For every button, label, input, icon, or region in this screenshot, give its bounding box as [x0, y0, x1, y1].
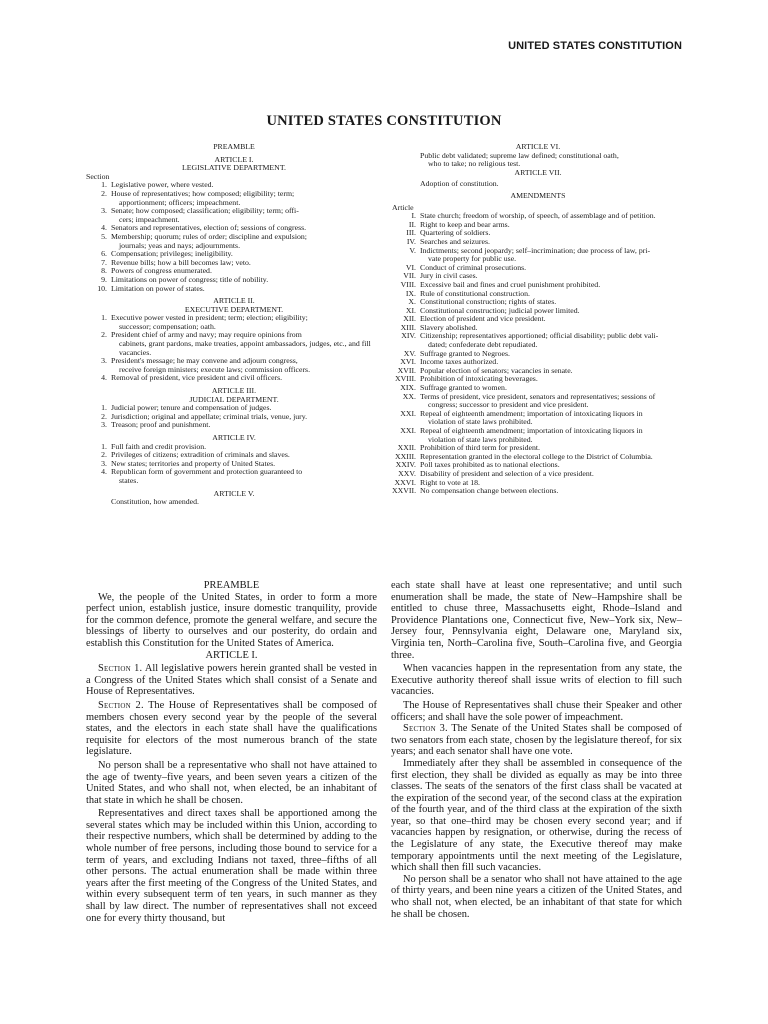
- toc-entry-text-block: [107, 207, 382, 224]
- toc-entry-text-block: [416, 487, 684, 496]
- toc-entry-text: Citizenship; representatives apportioned; official disability; public debt vali-: [420, 331, 659, 341]
- toc-entry-continuation: cers; impeachment.: [119, 214, 180, 224]
- toc-article2-heading: ARTICLE II.: [213, 296, 255, 306]
- toc-entry-text: Treason; proof and punishment.: [111, 420, 211, 430]
- toc-entry-text: Prohibition of third term for president.: [420, 443, 540, 453]
- toc-entry-text: Limitations on power of congress; title of nobility.: [111, 274, 269, 284]
- senate-classes-paragraph: Immediately after they shall be assembled in consequence of the first election, they shall be divided as equally as may be into three classes. The seats of the senators of the first class shall be vacated at the expiration of the second year, of the second class at the expiration of the fourth year, and of the third class at the expiration of the sixth year, so that one–third may be chosen every second year; and if vacancies happen by resignation, or otherwise, during the recess of the Legislature of any state, the Executive thereof may make temporary appointments until the next meeting of the Legislature, which shall then fill such vacancies.: [391, 757, 682, 874]
- apportionment-continued-paragraph: each state shall have at least one representative; and until such enumeration shall be made, the state of New–Hampshire shall be entitled to chuse three, Massachusetts eight, Rhode–Island and Providence Plantations one, Connecticut five, New–York six, New–Jersey four, Pennsylvania eight, Delaware one, Maryland six, Virginia ten, North–Carolina five, South–Carolina five, and Georgia three.: [391, 580, 682, 661]
- toc-entry-number: 3.: [101, 206, 107, 216]
- toc-entry-continuation: successor; compensation; oath.: [119, 321, 216, 331]
- toc-entry-text-block: [416, 393, 684, 410]
- toc-entry-text: Slavery abolished.: [420, 322, 478, 332]
- toc-entry-number: XXII.: [397, 443, 416, 453]
- toc-article1-subheading: LEGISLATIVE DEPARTMENT.: [182, 163, 286, 173]
- toc-entry-continuation: journals; yeas and nays; adjournments.: [119, 240, 241, 250]
- section2-text: The House of Representatives shall be composed of members chosen every second year by the people of the several states, and the electors in each state shall have the qualifications requisite for electors of the most numerous branch of the state legislature.: [86, 699, 377, 758]
- apportionment-paragraph: Representatives and direct taxes shall be apportioned among the several states which may be included within this Union, according to their respective numbers, which shall be determined by adding to the whole number of free persons, including those bound to service for a term of years, and excluding Indians not taxed, three–fifths of all other persons. The actual enumeration shall be made within three years after the first meeting of the Congress of the United States, and within every subsequent term of ten years, in such manner as they shall by law direct. The number of representatives shall not exceed one for every thirty thousand, but: [86, 808, 377, 924]
- toc-entry-text: No compensation change between elections.: [420, 486, 559, 496]
- toc-entry: [86, 374, 382, 383]
- toc-entry-number: XI.: [405, 305, 416, 315]
- toc-entry-text-block: [107, 331, 382, 357]
- toc-article1-heading: ARTICLE I.: [214, 154, 254, 164]
- toc-entry-text-block: [416, 247, 684, 264]
- toc-article4-list: [86, 443, 382, 486]
- toc-entry: [86, 357, 382, 374]
- section2-label: Section 2.: [98, 699, 144, 711]
- toc-entry-text: Indictments; second jeopardy; self–incrimination; due process of law, pri-: [420, 245, 651, 255]
- toc-entry-number: 6.: [101, 249, 107, 259]
- toc-entry: [86, 331, 382, 357]
- toc-entry-text-block: [416, 427, 684, 444]
- toc-entry-text: Privileges of citizens; extradition of criminals and slaves.: [111, 450, 290, 460]
- toc-section-label: Section: [86, 171, 110, 181]
- toc-entry-number: 10.: [97, 283, 107, 293]
- toc-entry-continuation: receive foreign ministers; execute laws; commission officers.: [119, 364, 311, 374]
- toc-amendments-list: [392, 212, 684, 496]
- toc-article7-heading: ARTICLE VII.: [514, 167, 562, 177]
- toc-entry: [86, 190, 382, 207]
- section1-label: Section 1.: [98, 663, 143, 675]
- toc-entry: [392, 332, 684, 349]
- toc-entry-number: XX.: [402, 391, 416, 401]
- toc-entry-number: XIII.: [400, 322, 416, 332]
- toc-entry: [392, 393, 684, 410]
- toc-entry-text: Jurisdiction; original and appellate; criminal trials, venue, jury.: [111, 411, 308, 421]
- section3-label: Section 3.: [403, 723, 448, 735]
- toc-entry-text-block: [107, 190, 382, 207]
- toc-entry-text: New states; territories and property of United States.: [111, 458, 276, 468]
- toc-article3-heading: ARTICLE III.: [211, 386, 257, 396]
- toc-article-label: Article: [392, 202, 414, 212]
- toc-entry-text: Compensation; privileges; ineligibility.: [111, 249, 233, 259]
- toc-entry-number: 3.: [101, 458, 107, 468]
- toc-entry-text: Republican form of government and protection guaranteed to: [111, 467, 303, 477]
- toc-entry-text: Prohibition of intoxicating beverages.: [420, 374, 538, 384]
- toc-entry-number: XXIV.: [395, 460, 416, 470]
- toc-entry-number: X.: [408, 297, 416, 307]
- toc-entry: [392, 410, 684, 427]
- toc-entry-text: Senate; how composed; classification; eligibility; term; offi-: [111, 206, 299, 216]
- toc-entry-number: VIII.: [400, 279, 416, 289]
- toc-entry-number: 1.: [101, 180, 107, 190]
- toc-entry: [392, 487, 684, 496]
- toc-article6-heading: ARTICLE VI.: [515, 142, 561, 151]
- toc-article7-text: Adoption of constitution.: [420, 179, 499, 189]
- toc-entry-number: 9.: [101, 274, 107, 284]
- toc-entry-text: Removal of president, vice president and civil officers.: [111, 373, 283, 383]
- toc-entry-number: XIV.: [401, 331, 416, 341]
- toc-entry: [86, 285, 382, 294]
- section3-paragraph: [391, 723, 682, 758]
- toc-entry-number: 1.: [101, 441, 107, 451]
- toc-entry-text: Powers of congress enumerated.: [111, 266, 212, 276]
- toc-entry-number: XII.: [403, 314, 416, 324]
- toc-entry-text: Revenue bills; how a bill becomes law; veto.: [111, 257, 251, 267]
- toc-article2-subheading: EXECUTIVE DEPARTMENT.: [184, 304, 284, 314]
- body-left-column: [86, 580, 377, 924]
- toc-entry-text: Constitutional construction; rights of states.: [420, 297, 557, 307]
- toc-entry-text: Repeal of eighteenth amendment; importation of intoxicating liquors in: [420, 426, 643, 435]
- toc-entry-number: XXVI.: [394, 477, 416, 487]
- toc-entry: [86, 207, 382, 224]
- toc-entry-continuation: violation of state laws prohibited.: [428, 434, 533, 444]
- toc-entry-number: XVIII.: [395, 374, 416, 384]
- toc-entry-number: 3.: [101, 420, 107, 430]
- toc-entry-text: Excessive bail and fines and cruel punishment prohibited.: [420, 279, 601, 289]
- toc-article2-list: [86, 314, 382, 383]
- toc-entry-number: 7.: [101, 257, 107, 267]
- toc-entry: [86, 233, 382, 250]
- toc-entry: [86, 314, 382, 331]
- toc-entry-number: I.: [411, 211, 416, 221]
- toc-entry-text-block: [416, 410, 684, 427]
- toc-entry-number: 5.: [101, 231, 107, 241]
- toc-entry-text-block: [107, 374, 382, 383]
- toc-right-column: [392, 143, 684, 496]
- toc-entry-number: 2.: [101, 188, 107, 198]
- section1-paragraph: [86, 663, 377, 698]
- toc-entry-number: VI.: [405, 262, 416, 272]
- toc-entry-continuation: states.: [119, 475, 139, 485]
- toc-entry-continuation: vate property for public use.: [428, 254, 517, 264]
- toc-entry-number: 2.: [101, 330, 107, 340]
- toc-entry-text: Executive power vested in president; term; election; eligibility;: [111, 313, 308, 323]
- toc-entry-number: 2.: [101, 450, 107, 460]
- toc-entry: [86, 421, 382, 430]
- toc-entry-number: IX.: [405, 288, 416, 298]
- toc-entry-text: Election of president and vice president.: [420, 314, 546, 324]
- toc-entry-text: Repeal of eighteenth amendment; importation of intoxicating liquors in: [420, 408, 643, 418]
- toc-entry-text: Legislative power, where vested.: [111, 180, 214, 190]
- toc-entry-number: V.: [409, 245, 416, 255]
- toc-entry-text: State church; freedom of worship, of speech, of assemblage and of petition.: [420, 211, 656, 221]
- document-title: UNITED STATES CONSTITUTION: [266, 113, 502, 129]
- toc-entry-continuation: dated; confederate debt repudiated.: [428, 340, 538, 350]
- toc-entry-text-block: [107, 468, 382, 485]
- toc-entry-text: President's message; he may convene and adjourn congress,: [111, 356, 298, 366]
- toc-entry-text: Full faith and credit provision.: [111, 441, 207, 451]
- toc-entry-text: Limitation on power of states.: [111, 283, 205, 293]
- toc-entry-text-block: [107, 233, 382, 250]
- toc-entry-number: 1.: [101, 403, 107, 413]
- toc-article1-list: [86, 181, 382, 293]
- toc-entry-text: Jury in civil cases.: [420, 271, 478, 281]
- toc-entry-text: Disability of president and selection of a vice president.: [420, 468, 594, 478]
- senator-age-paragraph: No person shall be a senator who shall not have attained to the age of thirty years, and been nine years a citizen of the United States, and who shall not, when elected, be an inhabitant of that state for which he shall be chosen.: [391, 873, 682, 920]
- toc-entry-text: Quartering of soldiers.: [420, 228, 491, 238]
- toc-entry-number: XXIII.: [395, 451, 416, 461]
- toc-article6-text: Public debt validated; supreme law defined; constitutional oath,: [420, 150, 619, 160]
- toc-entry-continuation: violation of state laws prohibited.: [428, 417, 533, 427]
- toc-left-column: [86, 143, 382, 507]
- toc-entry-number: XVII.: [397, 365, 416, 375]
- toc-entry-number: 4.: [101, 467, 107, 477]
- toc-entry-number: 4.: [101, 373, 107, 383]
- toc-article6-entry: [392, 152, 684, 169]
- body-right-column: [391, 580, 682, 920]
- toc-entry-text: Senators and representatives, election of; sessions of congress.: [111, 223, 307, 233]
- toc-entry-text: Conduct of criminal prosecutions.: [420, 262, 527, 272]
- toc-article5-text: Constitution, how amended.: [111, 497, 199, 507]
- toc-article3-subheading: JUDICIAL DEPARTMENT.: [189, 394, 279, 404]
- toc-entry-text: Searches and seizures.: [420, 236, 490, 246]
- toc-entry-text: Judicial power; tenure and compensation of judges.: [111, 403, 272, 413]
- toc-entry-number: XXVII.: [392, 486, 417, 496]
- toc-entry-number: 4.: [101, 223, 107, 233]
- running-head: UNITED STATES CONSTITUTION: [508, 40, 682, 52]
- toc-entry-text-block: [107, 314, 382, 331]
- toc-entry-text: Right to keep and bear arms.: [420, 219, 510, 229]
- section2-paragraph: [86, 700, 377, 758]
- toc-entry: [86, 468, 382, 485]
- toc-article3-list: [86, 404, 382, 430]
- toc-entry-text: Representation granted in the electoral college to the District of Columbia.: [420, 451, 653, 461]
- toc-entry-text: Terms of president, vice president, senators and representatives; sessions of: [420, 391, 656, 401]
- toc-entry: [392, 427, 684, 444]
- toc-article4-heading: ARTICLE IV.: [212, 433, 256, 442]
- toc-entry-text: Rule of constitutional construction.: [420, 288, 531, 298]
- toc-entry-number: XXI.: [400, 408, 416, 418]
- speaker-paragraph: The House of Representatives shall chuse their Speaker and other officers; and shall have the sole power of impeachment.: [391, 699, 682, 723]
- toc-entry-continuation: congress; successor to president and vice president.: [428, 400, 589, 410]
- toc-amendments-heading: AMENDMENTS: [510, 190, 566, 200]
- toc-entry-number: 3.: [101, 356, 107, 366]
- toc-article6-wrap: who to take; no religious test.: [428, 159, 521, 169]
- toc-entry-text-block: [416, 332, 684, 349]
- toc-entry-number: XIX.: [400, 383, 416, 393]
- toc-entry-number: 1.: [101, 313, 107, 323]
- toc-entry-text-block: [107, 285, 382, 294]
- toc-entry-text-block: [107, 421, 382, 430]
- toc-entry-number: IV.: [406, 236, 416, 246]
- toc-entry-number: 2.: [101, 411, 107, 421]
- preamble-paragraph: We, the people of the United States, in order to form a more perfect union, establish justice, insure domestic tranquility, provide for the common defence, promote the general welfare, and secure the blessings of liberty to ourselves and our posterity, do ordain and establish this Constitution for the United States of America.: [86, 591, 377, 649]
- section3-text: The Senate of the United States shall be composed of two senators from each state, chosen by the legislature thereof, for six years; and each senator shall have one vote.: [391, 723, 682, 758]
- toc-entry-text: President chief of army and navy; may require opinions from: [111, 330, 302, 340]
- toc-entry-text-block: [107, 357, 382, 374]
- toc-entry-text: Popular election of senators; vacancies in senate.: [420, 365, 573, 375]
- toc-entry-continuation: apportionment; officers; impeachment.: [119, 197, 241, 207]
- preamble-heading: PREAMBLE: [203, 580, 260, 591]
- toc-entry-text: Income taxes authorized.: [420, 357, 499, 367]
- toc-entry-number: VII.: [403, 271, 416, 281]
- toc-entry-number: 8.: [101, 266, 107, 276]
- toc-entry-continuation: cabinets, grant pardons, make treaties, appoint ambassadors, judges, etc., and fill vacancies.: [119, 339, 371, 357]
- toc-entry-number: III.: [406, 228, 416, 238]
- toc-article5-heading: ARTICLE V.: [213, 488, 255, 498]
- toc-entry: [392, 247, 684, 264]
- toc-entry-text: Poll taxes prohibited as to national elections.: [420, 460, 560, 470]
- toc-preamble-heading: PREAMBLE: [213, 142, 255, 151]
- toc-entry-text: Membership; quorum; rules of order; discipline and expulsion;: [111, 231, 307, 241]
- toc-entry-text: Right to vote at 18.: [420, 477, 480, 487]
- toc-entry-number: XXI.: [400, 426, 416, 435]
- article1-heading: ARTICLE I.: [205, 649, 258, 661]
- toc-entry-number: XXV.: [398, 468, 416, 478]
- representative-age-paragraph: No person shall be a representative who shall not have attained to the age of twenty–five years, and been seven years a citizen of the United States, and who shall not, when elected, be an inhabitant of that state in which he shall be chosen.: [86, 759, 377, 806]
- toc-entry-text: House of representatives; how composed; eligibility; term;: [111, 188, 295, 198]
- vacancies-paragraph: When vacancies happen in the representation from any state, the Executive authority thereof shall issue writs of election to fill such vacancies.: [391, 663, 682, 698]
- toc-entry-number: II.: [408, 219, 416, 229]
- section1-text: All legislative powers herein granted shall be vested in a Congress of the United States which shall consist of a Senate and House of Representatives.: [86, 663, 377, 698]
- toc-entry-number: XVI.: [400, 357, 416, 367]
- toc-entry-number: XV.: [403, 348, 416, 358]
- toc-entry-text: Constitutional construction; judicial power limited.: [420, 305, 580, 315]
- toc-entry-text: Suffrage granted to women.: [420, 383, 507, 393]
- toc-entry-text: Suffrage granted to Negroes.: [420, 348, 510, 358]
